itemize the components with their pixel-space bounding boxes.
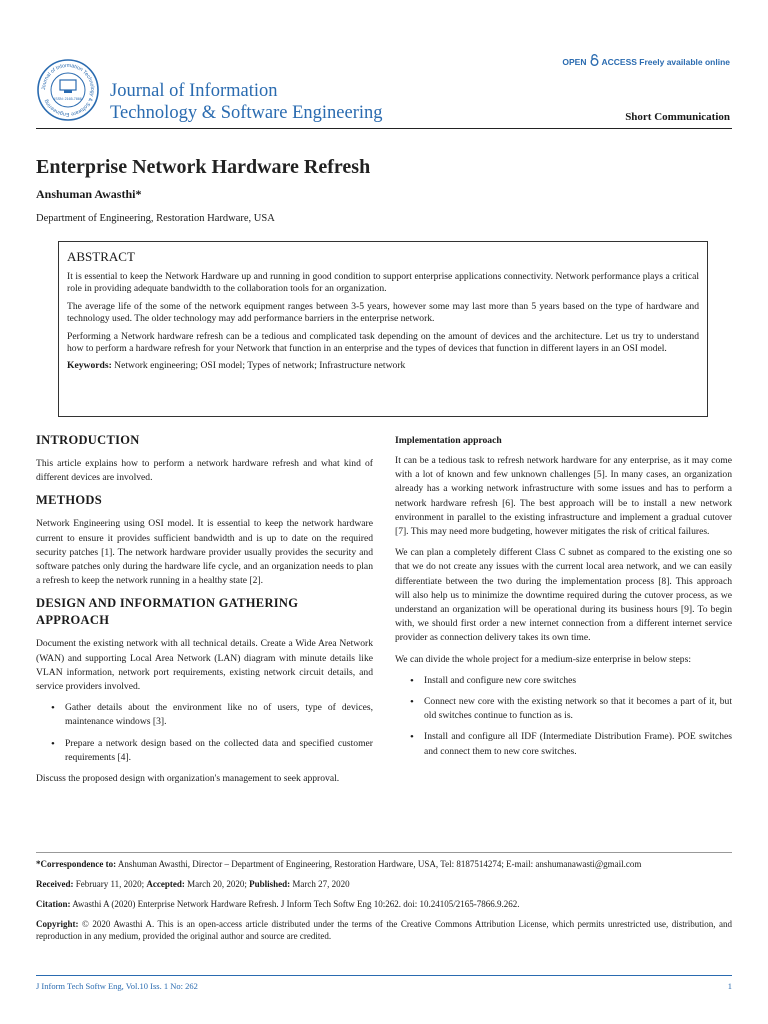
abstract-box [58, 241, 708, 417]
citation-text: Awasthi A (2020) Enterprise Network Hardware Refresh. J Inform Tech Softw Eng 10:262. doi: 10.24105/2165-7866.9.262. [70, 899, 520, 909]
correspondence-text: Anshuman Awasthi, Director – Department of Engineering, Restoration Hardware, USA, Tel: 8187514274; E-mail: anshumanawasti@gmail.com [116, 859, 642, 869]
logo-ring-text: Journal of Information Technology & Software Engineering [40, 62, 96, 118]
journal-logo [36, 58, 100, 122]
logo-issn: ISSN: 2165-7866 [54, 97, 82, 101]
open-access-badge [562, 54, 730, 69]
open-access-suffix: ACCESS Freely available online [601, 56, 730, 67]
correspondence-label: *Correspondence to: [36, 859, 117, 869]
paper-affiliation: Department of Engineering, Restoration Hardware, USA [36, 213, 275, 224]
dates-note [36, 878, 732, 890]
journal-title-line2: Technology & Software Engineering [110, 103, 383, 123]
citation-label: Citation: [36, 899, 71, 909]
received-date: February 11, 2020; [73, 879, 147, 889]
steps-bullet-list [395, 674, 732, 759]
header-divider [36, 128, 732, 129]
published-date: March 27, 2020 [290, 879, 350, 889]
correspondence-note [36, 858, 732, 870]
page-footer [36, 981, 732, 991]
design-bullet-list [36, 701, 373, 765]
abstract-paragraph-3: Performing a Network hardware refresh can be a tedious and complicated task depending on the amount of devices and the architecture. Let us try to understand how to perform a hardware refresh for your Network that function in an enterprise and the types of devices that function in different layers in an OSI model. [67, 330, 699, 354]
keywords-text: Network engineering; OSI model; Types of network; Infrastructure network [111, 360, 406, 372]
right-column [395, 432, 732, 766]
implementation-paragraph-3: We can divide the whole project for a medium-size enterprise in below steps: [395, 653, 692, 665]
list-item: • Gather details about the environment like no of users, type of devices, maintenance windows [3]. [36, 701, 373, 729]
list-item: • Install and configure new core switches [395, 674, 732, 688]
implementation-paragraph-2: We can plan a completely different Class C subnet as compared to the existing one so that we do not create any issues with the current local area network, and we can easily differentiate between the two during the implementation process [8]. This approach will also help us to minimize the downtime required during the cutover process, as we understand an organization will be operational during its business hours [9]. To begin with, we should first order a new internet connection from a different internet service provider as connection delivery takes its own time. [395, 547, 732, 644]
abstract-paragraph-2: The average life of the some of the network equipment ranges between 3-5 years, however some may last more than 5 years based on the type of hardware and technology used. The older technology may add performance barriers in the enterprise network. [67, 300, 699, 324]
keywords [67, 360, 699, 372]
implementation-paragraph-1: It can be a tedious task to refresh network hardware for any enterprise, as it may come with a lot of known and few unknown challenges [5]. In many cases, an organization already has a working network infrastructure with some issues and has to perform a network hardware refresh [6]. The best approach will be to install a new network environment in parallel to the existing infrastructure and implement a gradual cutover [7]. This may need more budgeting, however mitigates the risk of critical failures. [395, 455, 732, 538]
copyright-text: © 2020 Awasthi A. This is an open-access article distributed under the terms of the Creative Commons Attribution License, which permits unrestricted use, distribution, and reproduction in any medium, provided the original author and source are credited. [36, 919, 732, 941]
design-heading: DESIGN AND INFORMATION GATHERING APPROACH [36, 596, 299, 628]
open-access-prefix: OPEN [562, 56, 587, 67]
closing-paragraph: Discuss the proposed design with organization's management to seek approval. [36, 773, 340, 785]
page-footer-divider [36, 975, 732, 976]
list-item: • Connect new core with the existing network so that it becomes a part of it, but old switches continue to function as is. [395, 695, 732, 723]
open-access-lock-icon [590, 54, 599, 69]
paper-author: Anshuman Awasthi* [36, 187, 142, 201]
paper-title: Enterprise Network Hardware Refresh [36, 156, 371, 178]
published-label: Published: [249, 879, 291, 889]
received-label: Received: [36, 879, 74, 889]
introduction-paragraph: This article explains how to perform a network hardware refresh and what kind of different devices are involved. [36, 458, 373, 484]
footer-journal-ref: J Inform Tech Softw Eng, Vol.10 Iss. 1 No: 262 [36, 981, 198, 991]
accepted-date: March 20, 2020; [184, 879, 250, 889]
list-item: • Prepare a network design based on the collected data and specified customer requirements [4]. [36, 737, 373, 765]
introduction-heading: INTRODUCTION [36, 433, 140, 447]
implementation-heading: Implementation approach [395, 435, 502, 446]
copyright-note [36, 918, 732, 942]
footnotes [36, 858, 732, 950]
keywords-label: Keywords: [67, 360, 112, 372]
list-item: • Install and configure all IDF (Intermediate Distribution Frame). POE switches and connect them to new core switches. [395, 730, 732, 758]
abstract-heading: ABSTRACT [67, 249, 135, 264]
citation-note [36, 898, 732, 910]
page-number: 1 [727, 981, 732, 991]
article-type: Short Communication [625, 111, 730, 123]
methods-heading: METHODS [36, 493, 102, 508]
journal-title [110, 80, 383, 124]
left-column [36, 432, 373, 793]
design-paragraph: Document the existing network with all technical details. Create a Wide Area Network (WAN) and supporting Local Area Network (LAN) diagram with minute details like VLAN information, network port requirements, existing network circuit details, and service providers involved. [36, 638, 373, 693]
footnote-divider [36, 852, 732, 853]
accepted-label: Accepted: [146, 879, 185, 889]
methods-paragraph: Network Engineering using OSI model. It is essential to keep the network hardware current to ensure it provides sufficient bandwidth and is up to date on the required security patches [1]. The network hardware provider usually provides the security and software patches only during the hardware life cycle, and an organization needs to plan a refresh to keep the network running in a healthy state [2]. [36, 518, 373, 587]
journal-title-line1: Journal of Information [110, 81, 278, 101]
abstract-paragraph-1: It is essential to keep the Network Hardware up and running in good condition to support enterprise applications connectivity. Network performance plays a critical role in providing adequate bandwidth to the collaboration tools for an organization. [67, 271, 699, 294]
copyright-label: Copyright: [36, 919, 79, 929]
